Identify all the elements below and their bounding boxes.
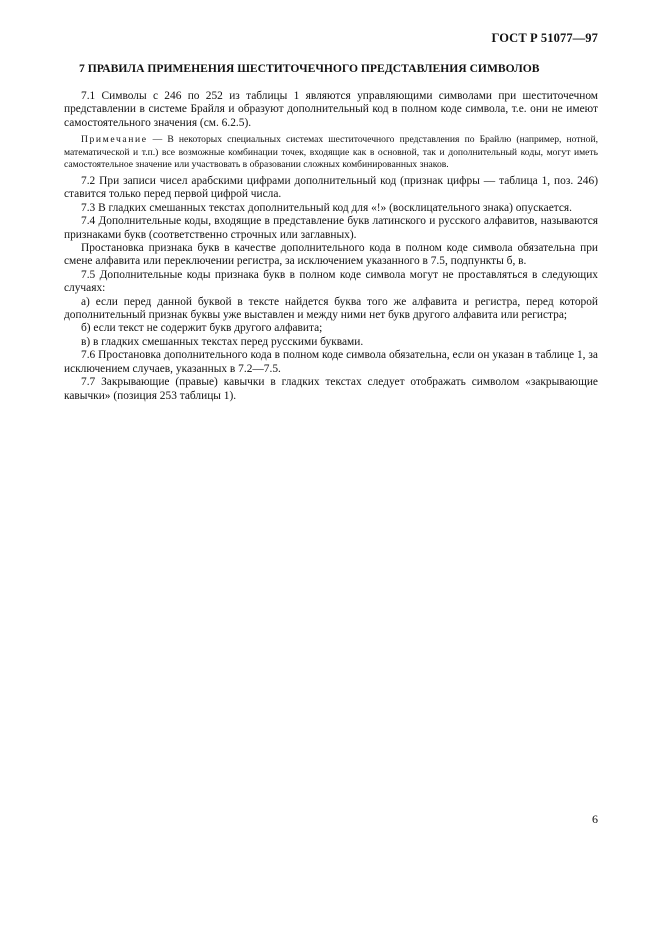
paragraph-7-4: 7.4 Дополнительные коды, входящие в представление букв латинского и русского алфавитов, называются признаками букв (соответственно строчных или заглавных). [64, 215, 598, 241]
paragraph-7-5-c: в) в гладких смешанных текстах перед русскими буквами. [81, 335, 364, 348]
paragraph-7-5: 7.5 Дополнительные коды признака букв в полном коде символа могут не проставляться в следующих случаях: [64, 268, 598, 295]
note-label: Примечание [81, 134, 148, 146]
paragraph-7-1: 7.1 Символы с 246 по 252 из таблицы 1 являются управляющими символами при шеститочечном представлении в системе Брайля и образуют дополнительный код в полном коде символа, т.е. они не имеют самостоятельного значения (см. 6.2.5). [64, 90, 598, 129]
paragraph-7-3: 7.3 В гладких смешанных текстах дополнительный код для «!» (восклицательного знака) опускается. [81, 201, 573, 214]
note-text: — В некоторых специальных системах шеститочечного представления по Брайлю (например, нотной, математической и т.п.) все возможные комбинации точек, входящие как в основной, так и дополнительный коды, могут иметь самостоятельное значение или участвовать в образовании сложных комбинированных знаков. [64, 134, 598, 171]
section-title: 7 ПРАВИЛА ПРИМЕНЕНИЯ ШЕСТИТОЧЕЧНОГО ПРЕДСТАВЛЕНИЯ СИМВОЛОВ [79, 62, 540, 75]
page-number: 6 [592, 812, 598, 826]
page-content [64, 61, 598, 403]
document-code: ГОСТ Р 51077—97 [491, 31, 598, 45]
paragraph-7-2: 7.2 При записи чисел арабскими цифрами дополнительный код (признак цифры — таблица 1, поз. 246) ставится только перед первой цифрой числа. [64, 175, 598, 201]
paragraph-7-5-b: б) если текст не содержит букв другого алфавита; [81, 322, 323, 335]
paragraph-7-6: 7.6 Простановка дополнительного кода в полном коде символа обязательна, если он указан в таблице 1, за исключением случаев, указанных в 7.2—7.5. [64, 349, 598, 375]
paragraph-7-5-a: а) если перед данной буквой в тексте найдется буква того же алфавита и регистра, перед которой дополнительный признак буквы уже выставлен и между ними нет букв другого алфавита или регистра; [64, 295, 598, 322]
paragraph-7-4-continued: Простановка признака букв в качестве дополнительного кода в полном коде символа обязательна при смене алфавита или переключении регистра, за исключением указанного в 7.5, подпункты б, в. [64, 242, 598, 268]
paragraph-7-7: 7.7 Закрывающие (правые) кавычки в гладких текстах следует отображать символом «закрывающие кавычки» (позиция 253 таблицы 1). [64, 376, 598, 402]
note-paragraph [64, 134, 598, 172]
